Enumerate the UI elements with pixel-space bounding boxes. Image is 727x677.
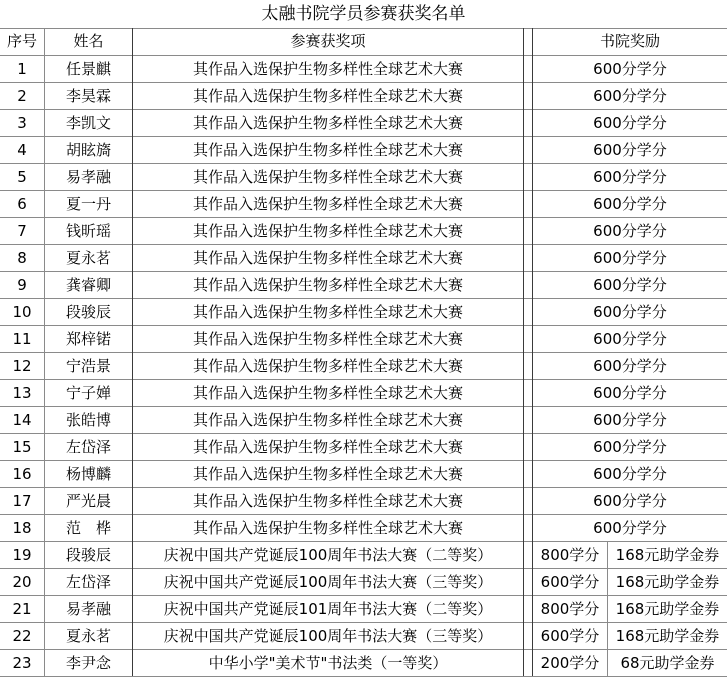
cell-name: 夏永茗 bbox=[65, 249, 111, 267]
column-divider bbox=[44, 28, 45, 676]
row-divider bbox=[0, 82, 727, 83]
cell-name: 李凯文 bbox=[65, 114, 111, 132]
cell-item: 其作品入选保护生物多样性全球艺术大赛 bbox=[192, 519, 463, 537]
cell-no: 19 bbox=[12, 546, 32, 564]
cell-no: 11 bbox=[12, 330, 32, 348]
cell-no: 5 bbox=[17, 168, 27, 186]
cell-name: 易孝融 bbox=[65, 168, 111, 186]
cell-name: 李尹念 bbox=[65, 654, 111, 672]
row-divider bbox=[0, 352, 727, 353]
row-divider bbox=[0, 514, 727, 515]
cell-item: 庆祝中国共产党诞辰101周年书法大赛（二等奖） bbox=[163, 600, 493, 618]
header-award: 书院奖励 bbox=[599, 32, 660, 50]
row-divider bbox=[0, 163, 727, 164]
cell-item: 其作品入选保护生物多样性全球艺术大赛 bbox=[192, 357, 463, 375]
cell-name: 段骏辰 bbox=[65, 303, 111, 321]
row-divider bbox=[0, 622, 727, 623]
cell-item: 其作品入选保护生物多样性全球艺术大赛 bbox=[192, 465, 463, 483]
table-row bbox=[0, 488, 727, 515]
cell-award: 600学分 bbox=[540, 573, 600, 591]
row-divider bbox=[0, 649, 727, 650]
cell-no: 17 bbox=[12, 492, 32, 510]
cell-item: 其作品入选保护生物多样性全球艺术大赛 bbox=[192, 60, 463, 78]
cell-award: 600分学分 bbox=[593, 438, 667, 456]
table-row bbox=[0, 569, 727, 596]
row-divider bbox=[0, 136, 727, 137]
row-divider bbox=[0, 109, 727, 110]
cell-no: 10 bbox=[12, 303, 32, 321]
cell-no: 21 bbox=[12, 600, 32, 618]
cell-award: 600分学分 bbox=[593, 195, 667, 213]
cell-award: 600分学分 bbox=[593, 357, 667, 375]
cell-no: 4 bbox=[17, 141, 27, 159]
cell-no: 13 bbox=[12, 384, 32, 402]
cell-item: 其作品入选保护生物多样性全球艺术大赛 bbox=[192, 195, 463, 213]
cell-award: 600分学分 bbox=[593, 384, 667, 402]
cell-no: 2 bbox=[17, 87, 27, 105]
table-row bbox=[0, 218, 727, 245]
cell-item: 其作品入选保护生物多样性全球艺术大赛 bbox=[192, 384, 463, 402]
cell-name: 夏永茗 bbox=[65, 627, 111, 645]
row-divider bbox=[0, 217, 727, 218]
header-no: 序号 bbox=[6, 32, 37, 50]
header-item: 参赛获奖项 bbox=[290, 32, 366, 50]
cell-name: 范 桦 bbox=[65, 519, 111, 537]
cell-no: 18 bbox=[12, 519, 32, 537]
cell-award: 600学分 bbox=[540, 627, 600, 645]
cell-bonus: 168元助学金券 bbox=[615, 573, 720, 591]
cell-award: 600分学分 bbox=[593, 330, 667, 348]
page-title: 太融书院学员参赛获奖名单 bbox=[261, 4, 466, 24]
row-divider bbox=[0, 487, 727, 488]
row-divider bbox=[0, 28, 727, 29]
cell-item: 庆祝中国共产党诞辰100周年书法大赛（二等奖） bbox=[163, 546, 493, 564]
cell-award: 600分学分 bbox=[593, 60, 667, 78]
cell-no: 14 bbox=[12, 411, 32, 429]
cell-no: 9 bbox=[17, 276, 27, 294]
cell-name: 李昊霖 bbox=[65, 87, 111, 105]
row-divider bbox=[0, 541, 727, 542]
cell-item: 其作品入选保护生物多样性全球艺术大赛 bbox=[192, 330, 463, 348]
table-header-row bbox=[0, 28, 727, 55]
cell-name: 易孝融 bbox=[65, 600, 111, 618]
cell-name: 张皓博 bbox=[65, 411, 111, 429]
cell-award: 600分学分 bbox=[593, 87, 667, 105]
row-divider bbox=[0, 298, 727, 299]
cell-award: 600分学分 bbox=[593, 465, 667, 483]
cell-no: 8 bbox=[17, 249, 27, 267]
cell-award: 200学分 bbox=[540, 654, 600, 672]
cell-item: 其作品入选保护生物多样性全球艺术大赛 bbox=[192, 303, 463, 321]
table-row bbox=[0, 326, 727, 353]
cell-item: 其作品入选保护生物多样性全球艺术大赛 bbox=[192, 114, 463, 132]
cell-no: 7 bbox=[17, 222, 27, 240]
table-row bbox=[0, 245, 727, 272]
cell-bonus: 168元助学金券 bbox=[615, 546, 720, 564]
row-divider bbox=[0, 55, 727, 56]
column-divider bbox=[523, 28, 524, 676]
cell-name: 任景麒 bbox=[65, 60, 111, 78]
cell-name: 郑梓锘 bbox=[65, 330, 111, 348]
cell-award: 800学分 bbox=[540, 546, 600, 564]
cell-name: 宁浩景 bbox=[65, 357, 111, 375]
table-row bbox=[0, 434, 727, 461]
table-row bbox=[0, 83, 727, 110]
table-row bbox=[0, 299, 727, 326]
table-row bbox=[0, 164, 727, 191]
cell-no: 22 bbox=[12, 627, 32, 645]
cell-award: 600分学分 bbox=[593, 303, 667, 321]
cell-bonus: 168元助学金券 bbox=[615, 600, 720, 618]
header-name: 姓名 bbox=[73, 32, 104, 50]
cell-item: 中华小学"美术节"书法类（一等奖） bbox=[208, 654, 448, 672]
cell-award: 600分学分 bbox=[593, 411, 667, 429]
row-divider bbox=[0, 244, 727, 245]
cell-no: 20 bbox=[12, 573, 32, 591]
cell-item: 其作品入选保护生物多样性全球艺术大赛 bbox=[192, 87, 463, 105]
cell-award: 600分学分 bbox=[593, 519, 667, 537]
cell-award: 600分学分 bbox=[593, 168, 667, 186]
row-divider bbox=[0, 190, 727, 191]
cell-bonus: 168元助学金券 bbox=[615, 627, 720, 645]
table-row bbox=[0, 191, 727, 218]
cell-name: 左岱泽 bbox=[65, 573, 111, 591]
cell-no: 3 bbox=[17, 114, 27, 132]
cell-name: 杨博麟 bbox=[65, 465, 111, 483]
cell-name: 宁子婵 bbox=[65, 384, 111, 402]
cell-name: 段骏辰 bbox=[65, 546, 111, 564]
cell-name: 严光晨 bbox=[65, 492, 111, 510]
cell-item: 庆祝中国共产党诞辰100周年书法大赛（三等奖） bbox=[163, 627, 493, 645]
cell-item: 其作品入选保护生物多样性全球艺术大赛 bbox=[192, 438, 463, 456]
table-row bbox=[0, 515, 727, 542]
cell-award: 600分学分 bbox=[593, 249, 667, 267]
table-row bbox=[0, 461, 727, 488]
cell-item: 其作品入选保护生物多样性全球艺术大赛 bbox=[192, 411, 463, 429]
column-divider bbox=[532, 28, 533, 676]
table-row bbox=[0, 380, 727, 407]
cell-award: 800学分 bbox=[540, 600, 600, 618]
cell-no: 23 bbox=[12, 654, 32, 672]
cell-no: 1 bbox=[17, 60, 27, 78]
cell-item: 其作品入选保护生物多样性全球艺术大赛 bbox=[192, 168, 463, 186]
cell-item: 庆祝中国共产党诞辰100周年书法大赛（三等奖） bbox=[163, 573, 493, 591]
cell-no: 16 bbox=[12, 465, 32, 483]
cell-award: 600分学分 bbox=[593, 141, 667, 159]
cell-award: 600分学分 bbox=[593, 492, 667, 510]
cell-item: 其作品入选保护生物多样性全球艺术大赛 bbox=[192, 249, 463, 267]
cell-item: 其作品入选保护生物多样性全球艺术大赛 bbox=[192, 276, 463, 294]
row-divider bbox=[0, 433, 727, 434]
row-divider bbox=[0, 460, 727, 461]
table-row bbox=[0, 353, 727, 380]
row-divider bbox=[0, 271, 727, 272]
table-row bbox=[0, 272, 727, 299]
cell-no: 12 bbox=[12, 357, 32, 375]
row-divider bbox=[0, 406, 727, 407]
table-row bbox=[0, 650, 727, 677]
column-divider bbox=[607, 541, 608, 676]
cell-name: 胡眩旖 bbox=[65, 141, 111, 159]
table-row bbox=[0, 137, 727, 164]
cell-item: 其作品入选保护生物多样性全球艺术大赛 bbox=[192, 141, 463, 159]
table-row bbox=[0, 542, 727, 569]
row-divider bbox=[0, 568, 727, 569]
cell-name: 龚睿卿 bbox=[65, 276, 111, 294]
cell-name: 夏一丹 bbox=[65, 195, 111, 213]
cell-award: 600分学分 bbox=[593, 276, 667, 294]
cell-name: 左岱泽 bbox=[65, 438, 111, 456]
cell-item: 其作品入选保护生物多样性全球艺术大赛 bbox=[192, 492, 463, 510]
row-divider bbox=[0, 379, 727, 380]
table-row bbox=[0, 110, 727, 137]
cell-award: 600分学分 bbox=[593, 114, 667, 132]
cell-item: 其作品入选保护生物多样性全球艺术大赛 bbox=[192, 222, 463, 240]
row-divider bbox=[0, 595, 727, 596]
cell-bonus: 68元助学金券 bbox=[620, 654, 715, 672]
cell-no: 15 bbox=[12, 438, 32, 456]
row-divider bbox=[0, 325, 727, 326]
cell-name: 钱昕瑶 bbox=[65, 222, 111, 240]
table-row bbox=[0, 56, 727, 83]
table-row bbox=[0, 407, 727, 434]
table-row bbox=[0, 596, 727, 623]
column-divider bbox=[132, 28, 133, 676]
cell-no: 6 bbox=[17, 195, 27, 213]
table-row bbox=[0, 623, 727, 650]
cell-award: 600分学分 bbox=[593, 222, 667, 240]
